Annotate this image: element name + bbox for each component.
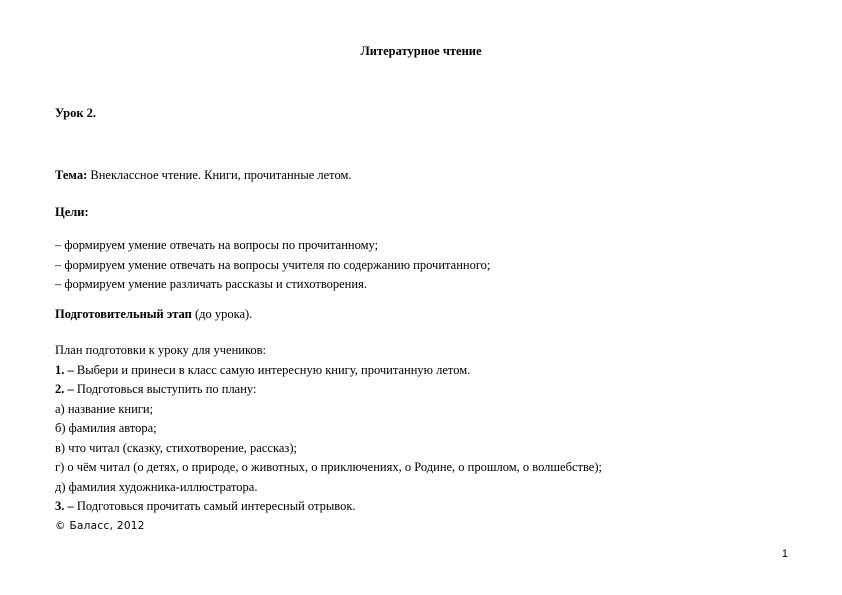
goal-item: – формируем умение отвечать на вопросы учителя по содержанию прочитанного;	[55, 257, 491, 272]
prep-stage-heading	[55, 305, 252, 325]
plan-subitem: д) фамилия художника-иллюстратора.	[55, 479, 258, 494]
plan-subitem: а) название книги;	[55, 401, 154, 416]
prep-stage-suffix: (до урока).	[191, 307, 253, 321]
topic-line	[55, 166, 352, 186]
plan-step-number: 1. –	[55, 362, 74, 377]
plan-step-3	[55, 497, 602, 517]
page-number: 1	[781, 548, 788, 560]
copyright-notice: © Баласс, 2012	[55, 520, 145, 532]
goals-heading: Цели:	[55, 205, 89, 219]
goal-item: – формируем умение различать рассказы и стихотворения.	[55, 277, 367, 291]
plan-subitem: б) фамилия автора;	[55, 421, 157, 435]
plan-subitem: г) о чём читал (о детях, о природе, о животных, о приключениях, о Родине, о прошлом, о волшебстве);	[55, 460, 602, 474]
topic-text: Внеклассное чтение. Книги, прочитанные летом.	[87, 168, 352, 182]
plan-step-text: Подготовься выступить по плану:	[73, 382, 257, 396]
plan-step-number: 3. –	[55, 499, 74, 513]
plan-subitem: в) что читал (сказку, стихотворение, рассказ);	[55, 440, 297, 455]
lesson-heading: Урок 2.	[55, 106, 97, 120]
plan-intro: План подготовки к уроку для учеников:	[55, 343, 267, 357]
plan-section	[55, 341, 602, 517]
plan-step-number: 2. –	[55, 382, 74, 396]
topic-label: Тема:	[55, 168, 88, 182]
goal-item: – формируем умение отвечать на вопросы по прочитанному;	[55, 238, 379, 252]
prep-stage-label: Подготовительный этап	[55, 307, 192, 321]
document-title: Литературное чтение	[360, 44, 482, 58]
plan-step-1	[55, 361, 602, 381]
plan-step-text: Выбери и принеси в класс самую интересную книгу, прочитанную летом.	[73, 362, 471, 377]
goals-list	[55, 236, 490, 295]
plan-step-2	[55, 380, 602, 400]
plan-step-text: Подготовься прочитать самый интересный отрывок.	[73, 499, 356, 513]
